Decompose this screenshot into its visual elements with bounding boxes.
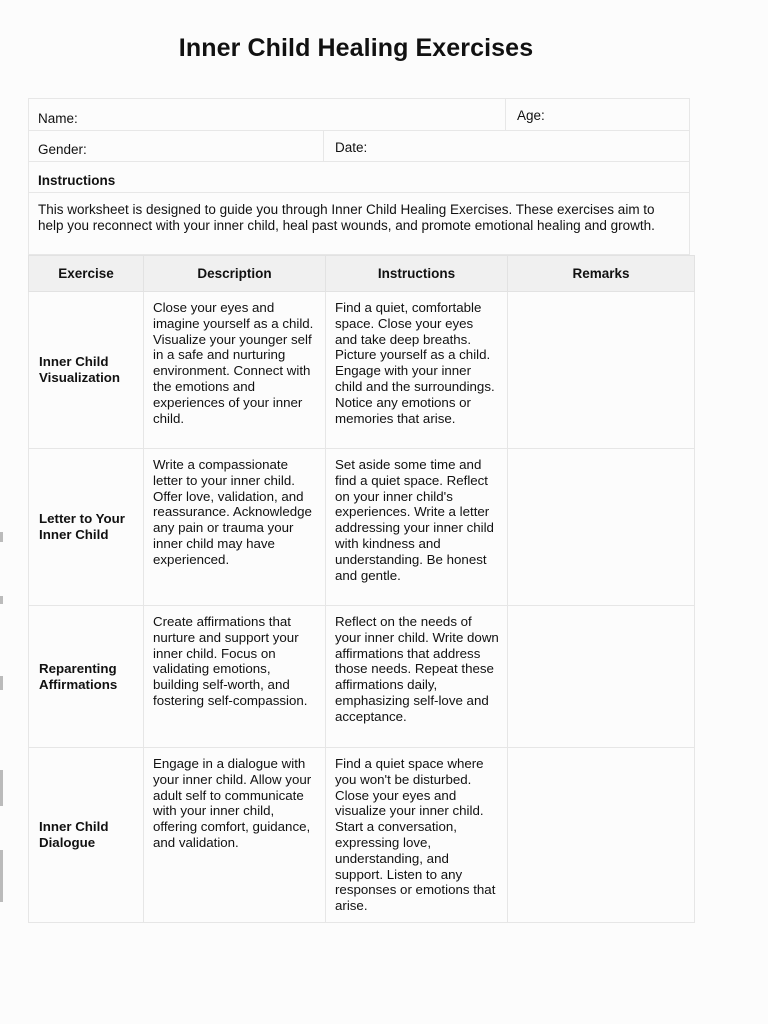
exercise-cell: Letter to Your Inner Child: [29, 449, 144, 606]
page-title: Inner Child Healing Exercises: [178, 34, 534, 62]
gender-label: Gender:: [38, 142, 87, 157]
name-age-row: [28, 98, 690, 131]
header-description: Description: [144, 256, 326, 292]
scan-edge-mark: [0, 596, 3, 604]
scan-edge-mark: [0, 770, 3, 806]
name-label: Name:: [38, 111, 78, 126]
table-row: [29, 748, 695, 923]
description-cell: Engage in a dialogue with your inner child. Allow your adult self to communicate with your inner child, offering comfort, guidance, and validation.: [144, 748, 326, 923]
scan-edge-mark: [0, 850, 3, 902]
header-exercise: Exercise: [29, 256, 144, 292]
instructions-cell: Reflect on the needs of your inner child. Write down affirmations that address those needs. Repeat these affirmations daily, emphasizing self-love and acceptance.: [326, 606, 508, 748]
exercise-table: [28, 255, 695, 923]
exercise-cell: Inner Child Visualization: [29, 292, 144, 449]
table-row: [29, 449, 695, 606]
remarks-cell[interactable]: [508, 748, 695, 923]
date-label: Date:: [335, 140, 368, 155]
exercise-cell: Reparenting Affirmations: [29, 606, 144, 748]
info-fields: [28, 98, 690, 255]
description-cell: Close your eyes and imagine yourself as a child. Visualize your younger self in a safe and nurturing environment. Connect with the emotions and experiences of your inner child.: [144, 292, 326, 449]
instructions-heading-row: [28, 162, 690, 193]
instructions-cell: Find a quiet, comfortable space. Close your eyes and take deep breaths. Picture yourself as a child. Engage with your inner child and the surroundings. Notice any emotions or memories that arise.: [326, 292, 508, 449]
instructions-cell: Set aside some time and find a quiet space. Reflect on your inner child's experiences. Write a letter addressing your inner child with kindness and understanding. Be honest and gentle.: [326, 449, 508, 606]
remarks-cell[interactable]: [508, 449, 695, 606]
instructions-cell: Find a quiet space where you won't be disturbed. Close your eyes and visualize your inner child. Start a conversation, expressing love, understanding, and support. Listen to any responses or emotions that arise.: [326, 748, 508, 923]
exercise-cell: Inner Child Dialogue: [29, 748, 144, 923]
header-instructions: Instructions: [326, 256, 508, 292]
scan-edge-mark: [0, 532, 3, 542]
description-cell: Create affirmations that nurture and support your inner child. Focus on validating emotions, building self-worth, and fostering self-compassion.: [144, 606, 326, 748]
age-label: Age:: [517, 108, 545, 123]
table-header-row: [29, 256, 695, 292]
description-cell: Write a compassionate letter to your inner child. Offer love, validation, and reassurance. Acknowledge any pain or trauma your inner child may have experienced.: [144, 449, 326, 606]
instructions-heading: Instructions: [38, 173, 116, 188]
scan-edge-mark: [0, 676, 3, 690]
remarks-cell[interactable]: [508, 292, 695, 449]
instructions-text: This worksheet is designed to guide you through Inner Child Healing Exercises. These exercises aim to help you reconnect with your inner child, heal past wounds, and promote emotional healing and growth.: [38, 202, 655, 233]
gender-date-row: [28, 131, 690, 162]
instructions-text-row: [28, 193, 690, 255]
table-row: [29, 292, 695, 449]
header-remarks: Remarks: [508, 256, 695, 292]
table-row: [29, 606, 695, 748]
remarks-cell[interactable]: [508, 606, 695, 748]
